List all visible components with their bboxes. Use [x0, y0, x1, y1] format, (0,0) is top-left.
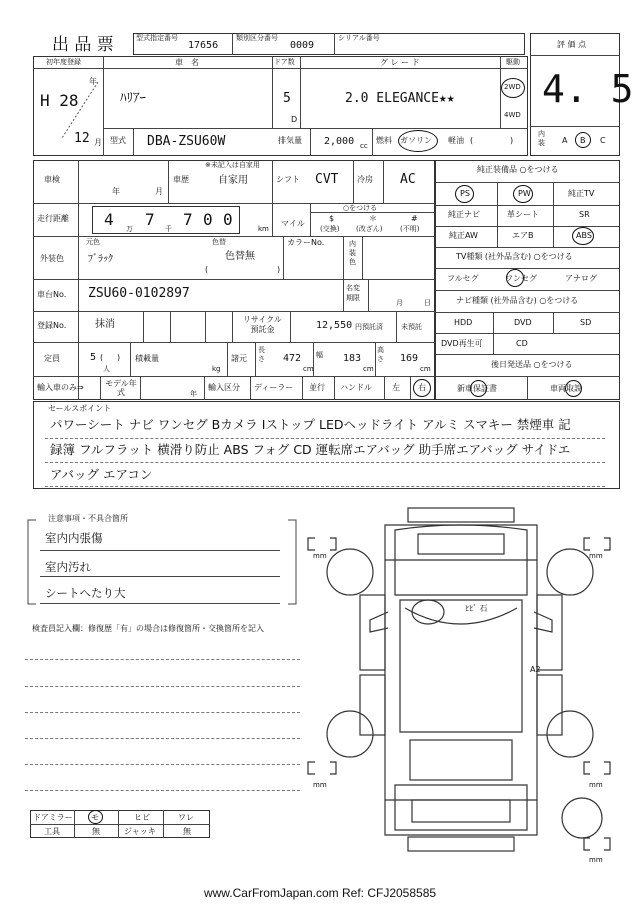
mirror-value: モ — [91, 813, 99, 822]
mileage-digit-4: 0 — [203, 210, 213, 229]
navi-hdd: HDD — [454, 318, 473, 327]
equipment-title: 純正装備品 ○をつける — [477, 165, 559, 174]
first-reg-era: H 28 — [40, 91, 79, 110]
navi-title: ナビ種類 (社外品含む) ○をつける — [456, 296, 579, 305]
car-damage-diagram — [300, 500, 620, 870]
tv-title: TV種類 (社外品含む) ○をつける — [456, 252, 573, 261]
diagram-mm-3: mm — [313, 781, 327, 789]
diagram-mm-4: mm — [589, 781, 603, 789]
fuel-paren-open: ( — [470, 136, 474, 145]
recycle-value: 12,550 — [316, 320, 353, 331]
mark-a2: A2 — [530, 665, 541, 674]
capacity-unit: 人 — [103, 365, 110, 373]
model-year-unit: 年 — [190, 390, 197, 398]
mileage-digit-2: 7 — [145, 210, 155, 229]
diagram-mm-5: mm — [589, 856, 603, 864]
mileage-exchange: (交換) — [320, 225, 340, 233]
mileage-digit-5: 0 — [223, 210, 233, 229]
chassis-value: ZSU60-0102897 — [88, 286, 190, 301]
equip-leather: 革シート — [507, 210, 539, 219]
model-label: 型式 — [110, 136, 126, 145]
footer-ref: www.CarFromJapan.com Ref: CFJ2058585 — [203, 886, 437, 900]
mileage-circle-note: ○をつける — [343, 204, 378, 212]
tv-analog: アナログ — [565, 274, 597, 283]
warranty-label: 名変期限 — [346, 284, 360, 302]
mileage-sen: 千 — [165, 225, 172, 233]
drive-label: 駆動 — [506, 58, 520, 66]
month-unit: 月 — [94, 138, 102, 147]
mirror-label: ドアミラー — [33, 813, 73, 822]
navi-sd: SD — [580, 318, 592, 327]
history-value: 自家用 — [218, 175, 248, 186]
drive-2wd: 2WD — [504, 83, 521, 91]
sheet-title: 出 品 票 — [52, 35, 114, 55]
repaint-paren-open: ( — [205, 265, 209, 274]
reg-no-value: 抹消 — [95, 319, 115, 330]
note-line-3: シートへたり大 — [45, 586, 126, 600]
recycle-unit: 円預託済 — [355, 323, 383, 331]
dealer: ディーラー — [254, 383, 294, 392]
warranty-day: 日 — [424, 299, 431, 307]
width-value: 183 — [343, 353, 362, 364]
fuel-value: ガソリン — [400, 136, 432, 145]
doors-sub: D — [291, 115, 298, 124]
fuel-label: 燃料 — [376, 136, 392, 145]
width-unit: cm — [363, 365, 374, 373]
diagram-mm-2: mm — [589, 552, 603, 560]
displacement-unit: cc — [360, 142, 368, 150]
dvd-play-label: DVD再生可 — [441, 339, 483, 348]
capacity-value: 5 — [90, 352, 97, 363]
repaint-value: 色替無 — [225, 251, 255, 262]
equip-pw: PW — [518, 189, 531, 198]
mileage-dollar: $ — [329, 214, 335, 223]
tv-oneseg: ワンセグ — [505, 274, 537, 283]
inspector-label: 検査員記入欄：修復歴「有」の場合は修復箇所・交換箇所を記入 — [32, 624, 264, 633]
equip-abs: ABS — [576, 231, 592, 240]
sales-line-2: 録簿 フルフラット 横滑り防止 ABS フォグ CD 運転席エアバッグ 助手席エアバッグ サイドエ — [50, 442, 571, 457]
fuel-circle — [398, 130, 438, 152]
equip-ps: PS — [460, 189, 470, 198]
height-value: 169 — [400, 353, 419, 364]
note-unrecorded: ※未記入は自家用 — [205, 161, 260, 169]
length-value: 472 — [283, 353, 302, 364]
drive-2wd-circle — [501, 78, 525, 98]
class-no: 0009 — [290, 40, 315, 51]
docs-manual-circle — [565, 380, 582, 397]
ac-value: AC — [400, 172, 416, 187]
sales-line-3: アバッグ エアコン — [50, 467, 153, 482]
equip-navi: 純正ナビ — [448, 210, 480, 219]
mileage-label: 走行距離 — [37, 214, 69, 223]
car-name: ﾊﾘｱｰ — [120, 91, 146, 106]
docs-warranty: 新車保証書 — [457, 384, 497, 393]
inspection-year-unit: 年 — [112, 187, 120, 196]
type-no-label: 型式指定番号 — [136, 34, 178, 42]
orig-color-value: ﾌﾞﾗｯｸ — [88, 254, 113, 265]
equip-pw-circle — [513, 185, 533, 203]
inspection-label: 車検 — [44, 175, 60, 184]
recycle-label: リサイクル預託金 — [243, 315, 282, 334]
doors-value: 5 — [283, 91, 291, 106]
mark-windshield: ﾋﾋﾞ 石 — [465, 604, 488, 613]
displacement-label: 排気量 — [278, 136, 302, 145]
fuel-alt: 軽油 — [448, 136, 464, 145]
jack-label: ジャッキ — [124, 827, 156, 836]
sales-label: セールスポイント — [48, 404, 112, 413]
mileage-mile: マイル — [281, 219, 305, 228]
equip-aw: 純正AW — [449, 231, 478, 240]
interior-b-circle — [575, 132, 591, 148]
color-no-label: カラーNo. — [287, 238, 325, 247]
tools-label: 工具 — [44, 827, 60, 836]
fuel-paren-close: ) — [510, 136, 514, 145]
equip-sr: SR — [579, 210, 590, 219]
inspection-month-unit: 月 — [155, 187, 163, 196]
history-label: 車歴 — [173, 175, 189, 184]
capacity-paren-open: ( — [100, 353, 104, 362]
sales-line-1: パワーシート ナビ ワンセグ Bカメラ Iストップ LEDヘッドライト アルミ スマキー 禁煙車 記 — [50, 417, 571, 432]
first-reg-month: 12 — [74, 131, 90, 146]
mileage-tampered: (改ざん) — [356, 225, 383, 233]
shift-label: シフト — [276, 175, 300, 184]
car-name-label: 車 名 — [175, 58, 199, 67]
shift-value: CVT — [315, 172, 339, 187]
drive-4wd: 4WD — [504, 111, 521, 119]
mileage-km: km — [258, 225, 269, 233]
equip-airbag: エアB — [512, 231, 534, 240]
chassis-label: 車台No. — [37, 290, 67, 299]
note-line-2: 室内汚れ — [45, 560, 91, 574]
type-no: 17656 — [188, 40, 219, 51]
height-label: 高さ — [377, 346, 384, 363]
first-reg-label: 初年度登録 — [46, 58, 81, 66]
capacity-paren-close: ) — [117, 353, 121, 362]
interior-label: 内装 — [538, 130, 545, 147]
rating-label: 評 価 点 — [557, 40, 587, 49]
recycle-unpaid: 未預託 — [401, 323, 422, 331]
repaint-paren-close: ) — [277, 265, 281, 274]
displacement-value: 2,000 — [324, 136, 355, 147]
mirror-circle — [88, 810, 103, 824]
model-year-label: モデル年式 — [105, 379, 137, 397]
load-kg: kg — [212, 365, 221, 373]
mileage-man: 万 — [126, 225, 133, 233]
docs-warranty-circle — [470, 380, 487, 397]
grade-label: グ レ ー ド — [380, 58, 420, 67]
serial-label: シリアル番号 — [338, 34, 380, 42]
dims-label: 諸元 — [231, 354, 247, 363]
equip-tv: 純正TV — [568, 189, 595, 198]
break-label: ワレ — [178, 813, 194, 822]
width-label: 幅 — [316, 351, 323, 359]
grade-value: 2.0 ELEGANCE★★ — [345, 91, 455, 106]
handle-right-circle — [413, 379, 431, 397]
crack-label: ヒビ — [134, 813, 150, 822]
tools-value: 無 — [92, 827, 100, 836]
color-label: 外装色 — [40, 254, 64, 263]
interior-b: B — [580, 136, 586, 145]
import-label: 輸入車のみ⇒ — [37, 383, 84, 392]
model-value: DBA-ZSU60W — [147, 134, 226, 149]
capacity-label: 定員 — [44, 354, 60, 363]
equip-ps-circle — [455, 185, 474, 203]
mileage-star: ＊ — [369, 214, 377, 223]
handle-label: ハンドル — [340, 383, 372, 392]
ac-label: 冷房 — [357, 175, 373, 184]
height-unit: cm — [420, 365, 431, 373]
tv-oneseg-circle — [506, 269, 524, 287]
length-unit: cm — [303, 365, 314, 373]
import-type-label: 輸入区分 — [208, 383, 240, 392]
interior-c: C — [600, 136, 606, 145]
note-line-1: 室内内張傷 — [45, 531, 103, 545]
reg-no-label: 登録No. — [37, 321, 67, 330]
warranty-month: 月 — [396, 299, 403, 307]
notes-label: 注意事項・不具合箇所 — [48, 514, 128, 523]
mileage-hash: # — [411, 214, 418, 223]
cd-value: CD — [516, 339, 528, 348]
int-color-label: 内装色 — [349, 240, 356, 266]
year-unit: 年 — [89, 77, 97, 86]
docs-title: 後日発送品 ○をつける — [491, 360, 573, 369]
length-label: 長さ — [258, 346, 265, 363]
class-no-label: 類別区分番号 — [236, 34, 278, 42]
repaint-label: 色替 — [212, 238, 226, 246]
load-label: 積載量 — [135, 354, 159, 363]
interior-a: A — [562, 136, 568, 145]
diagram-mm-1: mm — [313, 552, 327, 560]
docs-manual: 車両取説 — [550, 384, 582, 393]
tv-fullseg: フルセグ — [447, 274, 479, 283]
equip-abs-circle — [572, 227, 594, 245]
parallel: 並行 — [309, 383, 325, 392]
handle-left: 左 — [392, 383, 400, 392]
orig-color-label: 元色 — [86, 238, 100, 246]
jack-value: 無 — [183, 827, 191, 836]
doors-label: ドア数 — [274, 58, 295, 66]
mileage-digit-1: 4 — [104, 210, 114, 229]
mileage-digit-3: 7 — [183, 210, 193, 229]
mileage-unknown: (不明) — [400, 225, 420, 233]
handle-right: 右 — [418, 383, 426, 392]
navi-dvd: DVD — [514, 318, 532, 327]
rating-value: 4. 5 — [542, 67, 634, 111]
